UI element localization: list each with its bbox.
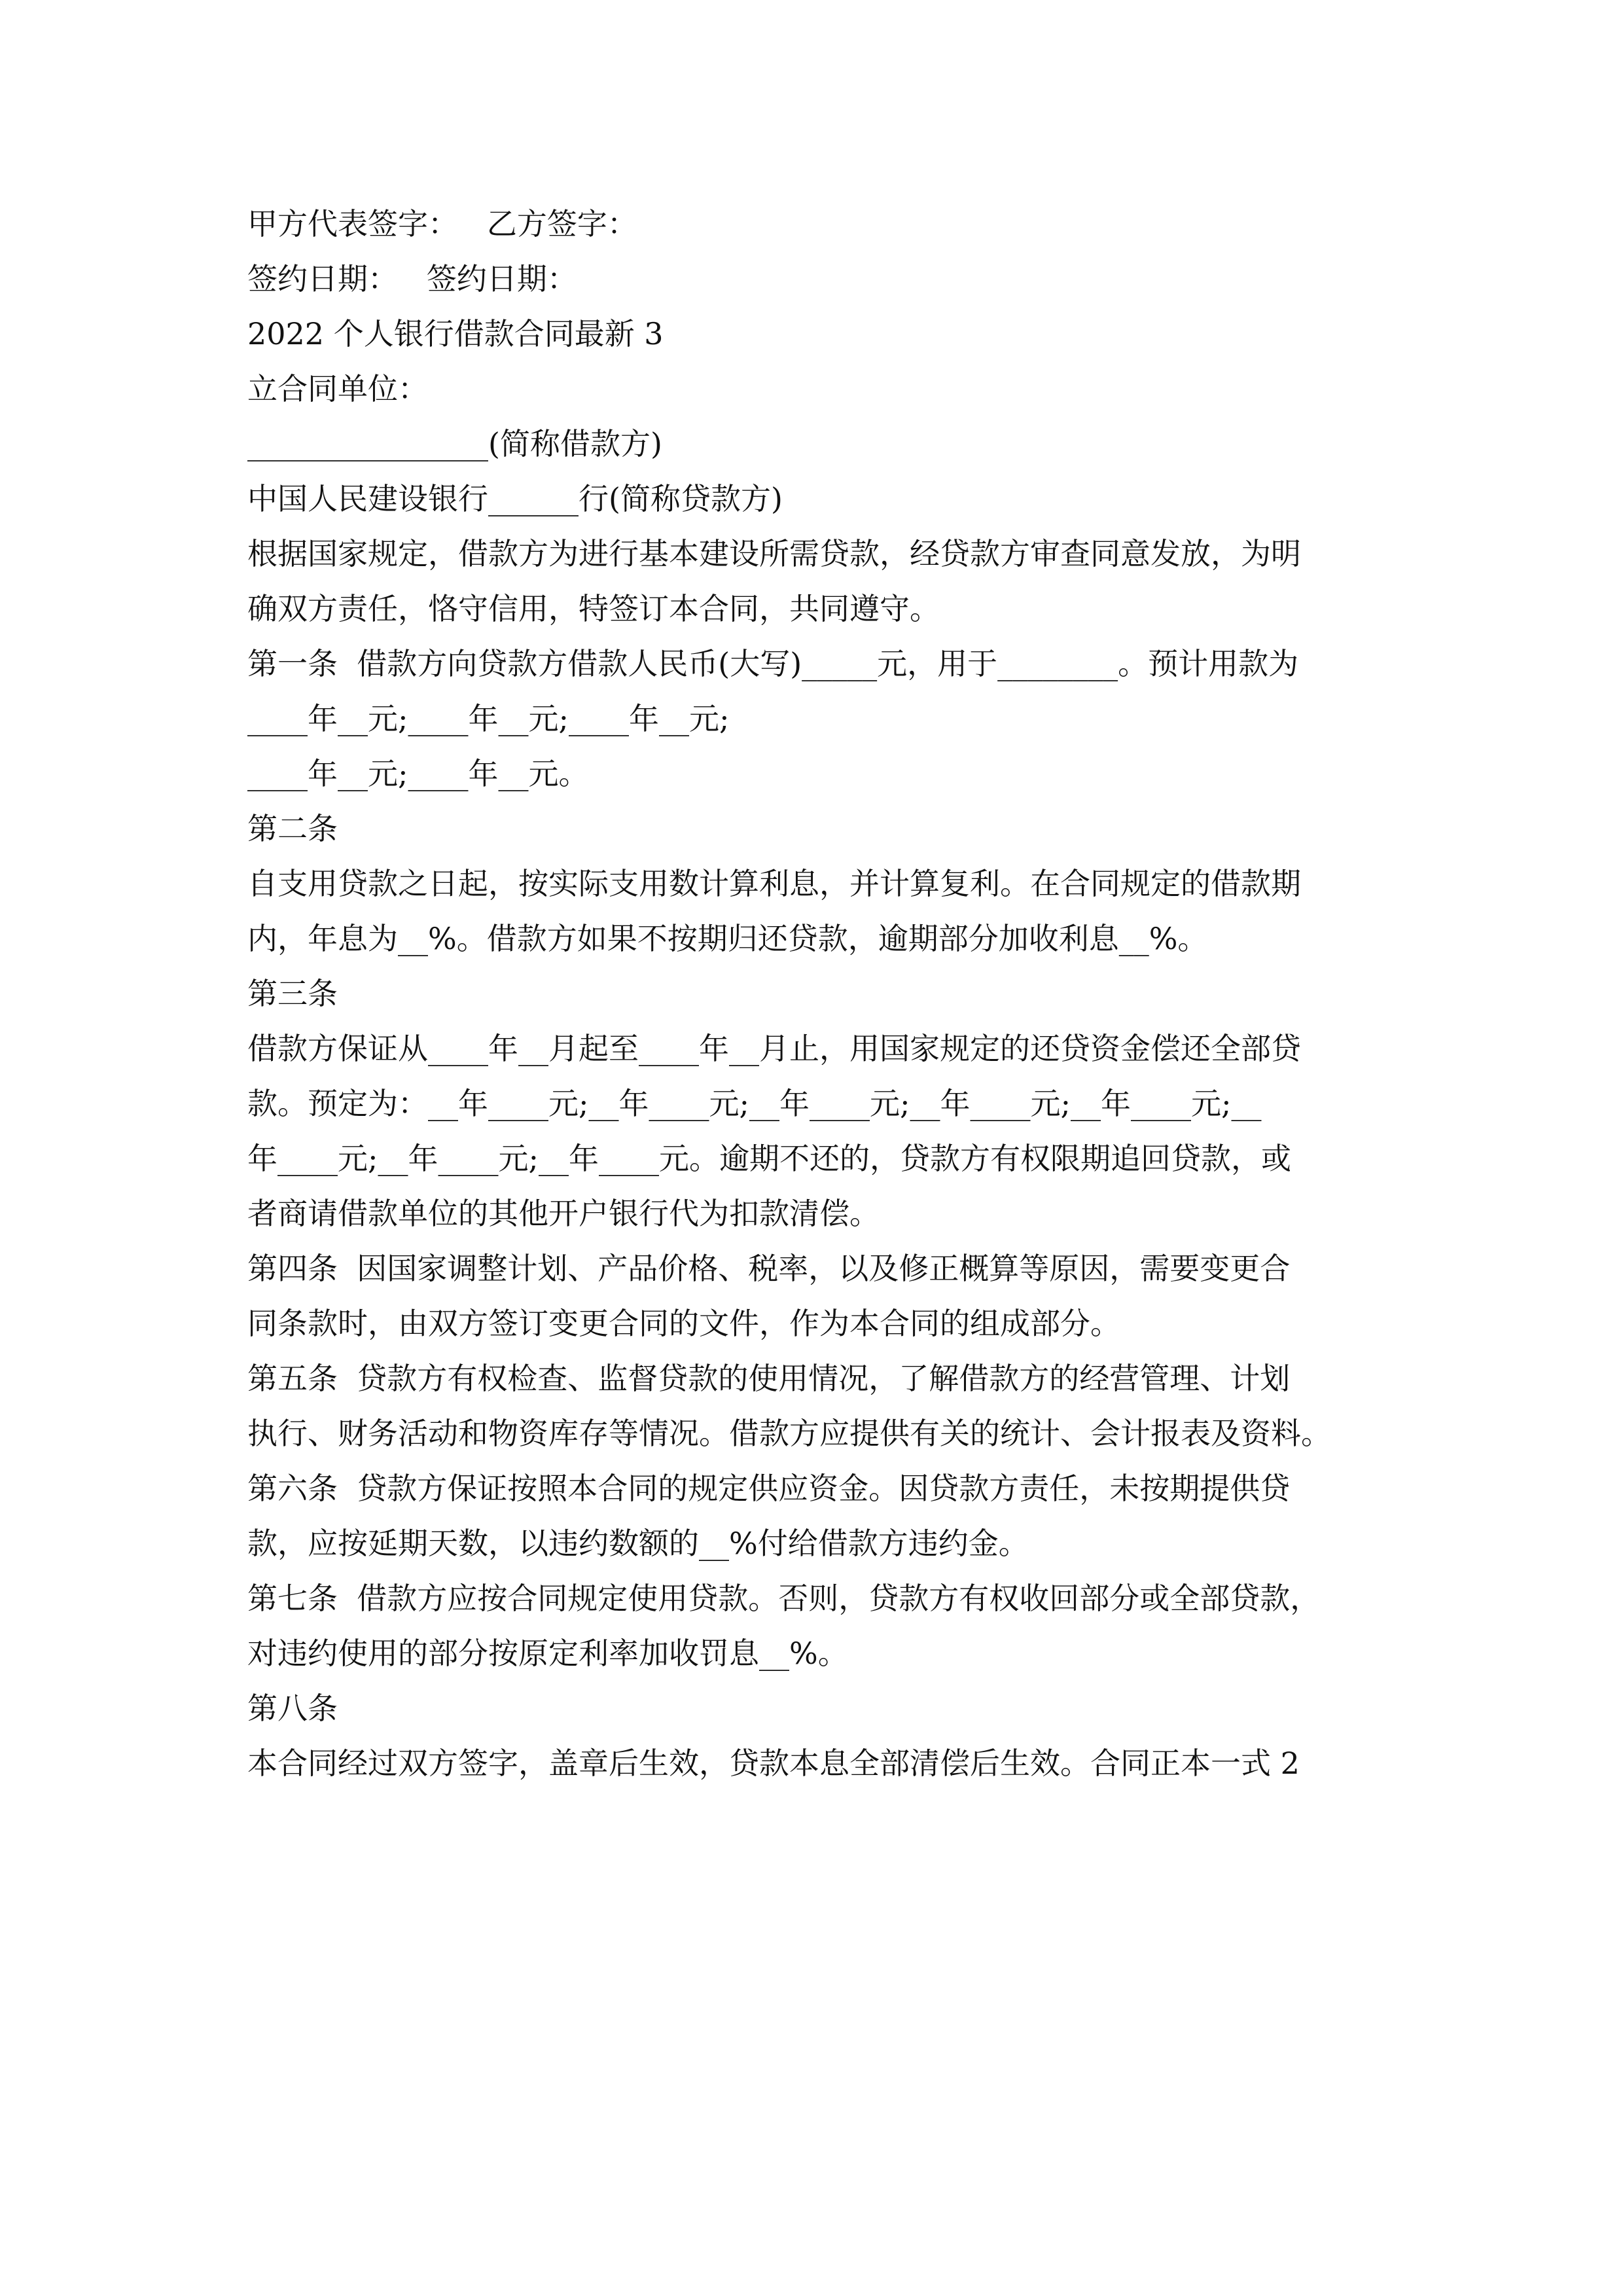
article-8-line-1: 本合同经过双方签字，盖章后生效，贷款本息全部清偿后生效。合同正本一式 2: [247, 1746, 1300, 1781]
section-heading: 2022 个人银行借款合同最新 3: [247, 316, 664, 351]
article-6-line-1: 第六条 贷款方保证按照本合同的规定供应资金。因贷款方责任，未按期提供贷: [247, 1471, 1291, 1506]
contract-parties-label: 立合同单位：: [247, 371, 428, 406]
article-5-line-2: 执行、财务活动和物资库存等情况。借款方应提供有关的统计、会计报表及资料。: [247, 1416, 1331, 1451]
article-5-line-1: 第五条 贷款方有权检查、监督贷款的使用情况，了解借款方的经营管理、计划: [247, 1361, 1291, 1396]
article-1-line-2: ____年__元;____年__元;____年__元;: [247, 701, 730, 736]
article-7-line-1: 第七条 借款方应按合同规定使用贷款。否则，贷款方有权收回部分或全部贷款，: [247, 1581, 1321, 1616]
document-page: [247, 196, 1386, 1791]
preamble-line-1: 根据国家规定，借款方为进行基本建设所需贷款，经贷款方审查同意发放，为明: [247, 536, 1301, 571]
sign-date-line: 签约日期： 签约日期：: [247, 261, 577, 296]
article-3-line-1: 借款方保证从____年__月起至____年__月止，用国家规定的还贷资金偿还全部贷: [247, 1031, 1301, 1066]
article-1-line-1: 第一条 借款方向贷款方借款人民币(大写)_____元，用于________。预计用款为: [247, 646, 1299, 681]
article-3-heading: 第三条: [247, 976, 338, 1011]
article-8-heading: 第八条: [247, 1691, 338, 1726]
article-3-line-2: 款。预定为：__年____元;__年____元;__年____元;__年____元;__年____元;__: [247, 1086, 1262, 1121]
article-2-line-2: 内，年息为__%。借款方如果不按期归还贷款，逾期部分加收利息__%。: [247, 921, 1208, 956]
article-2-heading: 第二条: [247, 811, 338, 846]
borrower-line: ________________(简称借款方): [247, 426, 662, 461]
article-4-line-2: 同条款时，由双方签订变更合同的文件，作为本合同的组成部分。: [247, 1306, 1120, 1341]
article-4-line-1: 第四条 因国家调整计划、产品价格、税率，以及修正概算等原因，需要变更合: [247, 1251, 1291, 1286]
preamble-line-2: 确双方责任，恪守信用，特签订本合同，共同遵守。: [247, 591, 940, 626]
article-2-line-1: 自支用贷款之日起，按实际支用数计算利息，并计算复利。在合同规定的借款期: [247, 866, 1301, 901]
article-3-line-3: 年____元;__年____元;__年____元。逾期不还的，贷款方有权限期追回贷款，或: [247, 1141, 1291, 1176]
article-6-line-2: 款，应按延期天数，以违约数额的__%付给借款方违约金。: [247, 1526, 1029, 1561]
article-3-line-4: 者商请借款单位的其他开户银行代为扣款清偿。: [247, 1196, 880, 1231]
article-1-line-3: ____年__元;____年__元。: [247, 756, 589, 791]
signature-line: 甲方代表签字： 乙方签字：: [247, 206, 637, 242]
article-7-line-2: 对违约使用的部分按原定利率加收罚息__%。: [247, 1636, 848, 1671]
lender-line: 中国人民建设银行______行(简称贷款方): [247, 481, 783, 516]
